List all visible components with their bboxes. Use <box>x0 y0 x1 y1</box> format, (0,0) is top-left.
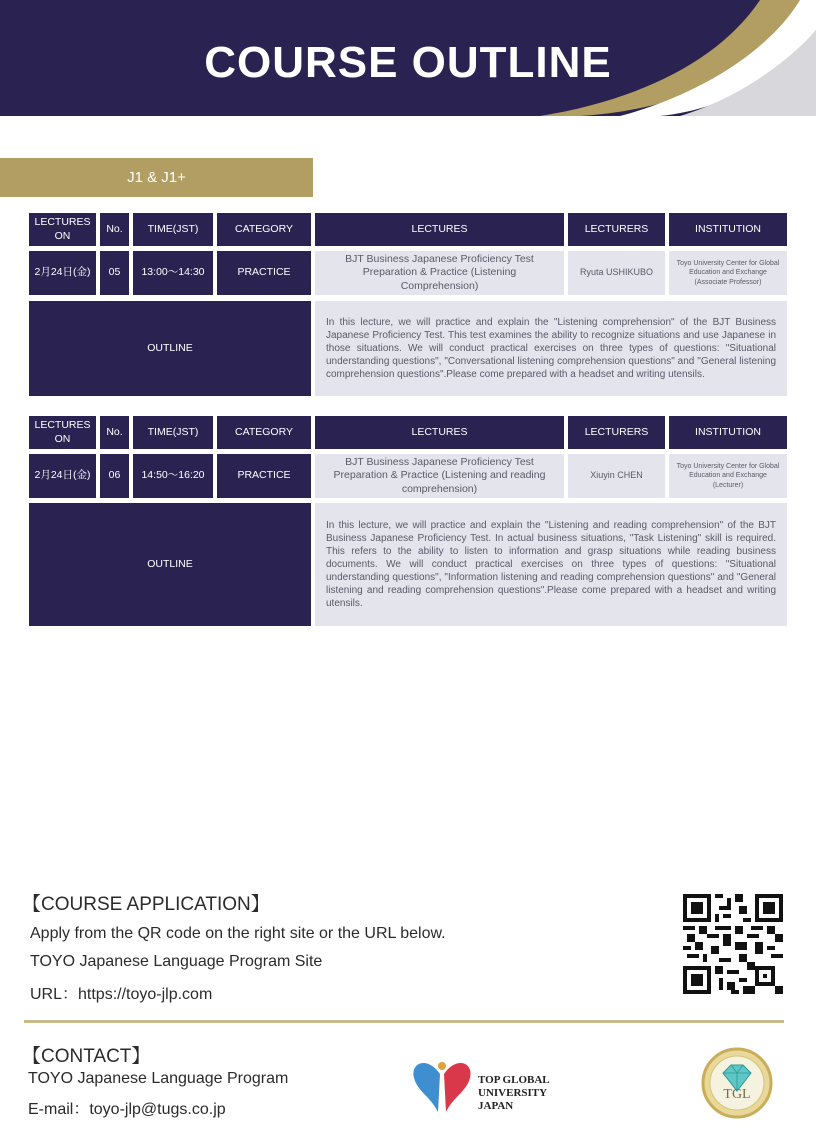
lecture-no: 05 <box>100 251 129 295</box>
col-lectures-on: LECTURES ON <box>29 416 96 449</box>
col-lecturers: LECTURERS <box>568 213 665 246</box>
application-line-1: Apply from the QR code on the right site or the URL below. <box>30 925 446 942</box>
lecture-category: PRACTICE <box>217 251 311 295</box>
tgu-logo-line-2: UNIVERSITY <box>478 1087 548 1099</box>
qr-code-icon[interactable] <box>683 894 783 994</box>
tgu-logo-line-3: JAPAN <box>478 1100 514 1112</box>
outline-text: In this lecture, we will practice and explain the "Listening comprehension" of the BJT Business Japanese Proficiency Test. This test examines the ability to recognize situations and use Japanese in those situations. We will conduct practical exercises on three types of questions: "Situational understanding questions", "Conversational listening comprehension questions" and "General listening comprehension questions".Please come prepared with a headset and writing utensils. <box>315 301 787 396</box>
header-banner <box>0 0 816 116</box>
col-institution: INSTITUTION <box>669 213 787 246</box>
application-line-2: TOYO Japanese Language Program Site <box>30 953 323 970</box>
page-title: COURSE OUTLINE <box>204 38 612 87</box>
col-lectures-on: LECTURES ON <box>29 213 96 246</box>
lecture-title: BJT Business Japanese Proficiency Test Preparation & Practice (Listening Comprehension) <box>315 251 564 295</box>
contact-email[interactable]: E-mail：toyo-jlp@tugs.co.jp <box>28 1101 226 1118</box>
col-lecturers: LECTURERS <box>568 416 665 449</box>
col-no: No. <box>100 416 129 449</box>
tgl-seal-logo <box>701 1047 773 1119</box>
col-category: CATEGORY <box>217 416 311 449</box>
application-heading: 【COURSE APPLICATION】 <box>22 894 270 915</box>
application-url[interactable]: URL：https://toyo-jlp.com <box>30 986 213 1003</box>
col-time: TIME(JST) <box>133 213 213 246</box>
top-global-university-logo <box>410 1056 570 1118</box>
col-institution: INSTITUTION <box>669 416 787 449</box>
contact-heading: 【CONTACT】 <box>22 1046 151 1067</box>
lecture-category: PRACTICE <box>217 454 311 498</box>
lecture-time: 14:50〜16:20 <box>133 454 213 498</box>
col-no: No. <box>100 213 129 246</box>
lecturer-name: Xiuyin CHEN <box>568 454 665 498</box>
tgu-logo-line-1: TOP GLOBAL <box>478 1074 550 1086</box>
tgl-seal-text: TGL <box>723 1087 751 1102</box>
col-category: CATEGORY <box>217 213 311 246</box>
outline-label: OUTLINE <box>29 301 311 396</box>
lecturer-name: Ryuta USHIKUBO <box>568 251 665 295</box>
diamond-seal-icon <box>701 1047 773 1119</box>
col-lectures: LECTURES <box>315 213 564 246</box>
level-bar: J1 & J1+ <box>0 158 313 197</box>
butterfly-icon <box>410 1056 474 1118</box>
outline-text: In this lecture, we will practice and explain the "Listening and reading comprehension" of the BJT Business Japanese Proficiency Test. In actual business situations, "Task Listening" skill is required. This refers to the ability to listen to information and grasp situations while reading business documents. We will conduct practical exercises on three types of questions: "Situational understanding questions", "Information listening and reading comprehension questions" and "General listening and reading comprehension questions".Please come prepared with a headset and writing utensils. <box>315 503 787 626</box>
lecture-time: 13:00〜14:30 <box>133 251 213 295</box>
lecturer-institution: Toyo University Center for Global Education and Exchange (Associate Professor) <box>669 251 787 295</box>
lecture-no: 06 <box>100 454 129 498</box>
outline-label: OUTLINE <box>29 503 311 626</box>
col-lectures: LECTURES <box>315 416 564 449</box>
lecture-title: BJT Business Japanese Proficiency Test Preparation & Practice (Listening and reading comprehension) <box>315 454 564 498</box>
lecturer-institution: Toyo University Center for Global Education and Exchange (Lecturer) <box>669 454 787 498</box>
lecture-date: 2月24日(金) <box>29 251 96 295</box>
col-time: TIME(JST) <box>133 416 213 449</box>
section-divider <box>24 1020 784 1023</box>
contact-program: TOYO Japanese Language Program <box>28 1070 289 1087</box>
lecture-date: 2月24日(金) <box>29 454 96 498</box>
